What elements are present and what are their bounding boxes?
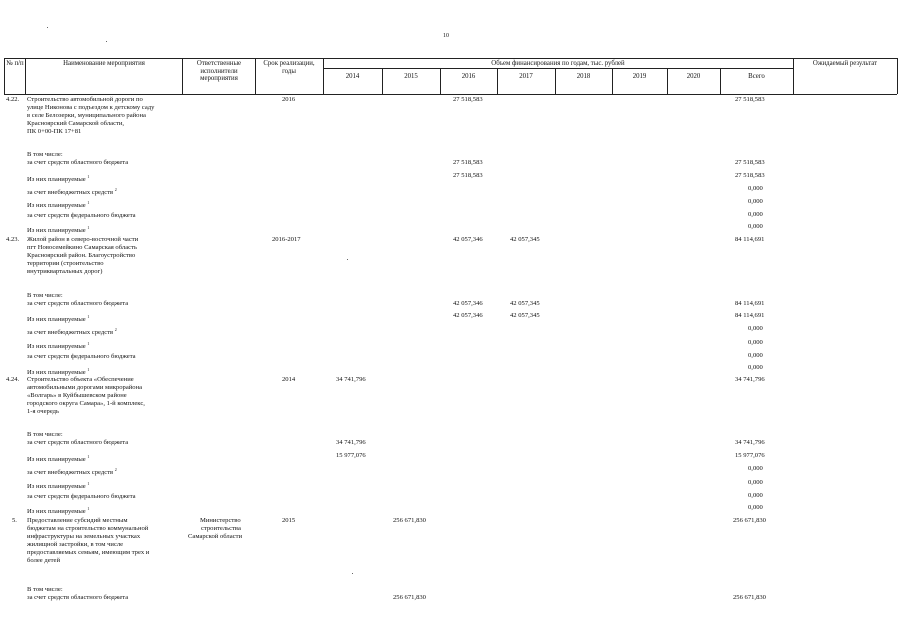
- row-name-line: предоставляемых семьям, имеющим трех и: [27, 549, 150, 556]
- sub-regional: за счет средств областного бюджета: [27, 159, 129, 166]
- year-divider: [440, 68, 441, 94]
- header-col-resp: Ответственные исполнители мероприятия: [196, 60, 242, 83]
- value-total: 256 671,830: [733, 517, 766, 524]
- scan-speck: [347, 259, 348, 260]
- year-divider: [720, 68, 721, 94]
- sub-planned: Из них планируемые $^1$: [27, 506, 90, 516]
- sub-heading: В том числе:: [27, 151, 63, 158]
- header-year-total: Всего: [748, 73, 765, 80]
- value-2014: 15 977,076: [336, 452, 366, 459]
- row-number: 4.23.: [6, 236, 20, 243]
- value-total: 27 518,583: [735, 172, 765, 179]
- value-total: 0,000: [748, 465, 763, 472]
- row-name-line: ПК 0+00-ПК 17+81: [27, 128, 82, 135]
- value-total: 0,000: [748, 185, 763, 192]
- row-name-line: в селе Белозерки, муниципального района: [27, 112, 146, 119]
- value-2016: 27 518,583: [453, 172, 483, 179]
- header-year: 2019: [632, 73, 647, 80]
- header-year: 2014: [345, 73, 360, 80]
- scan-speck: [47, 27, 48, 28]
- value-total: 84 114,691: [735, 300, 765, 307]
- row-name-line: Предоставление субсидий местным: [27, 517, 128, 524]
- year-divider: [612, 68, 613, 94]
- header-bottom-line: [4, 94, 897, 95]
- value-2016: 42 057,346: [453, 300, 483, 307]
- value-total: 0,000: [748, 352, 763, 359]
- value-total: 84 114,691: [735, 312, 765, 319]
- header-divider: [182, 58, 183, 94]
- row-responsible: Министерство: [200, 517, 241, 524]
- header-col-name: Наименование мероприятия: [63, 60, 145, 67]
- value-total: 0,000: [748, 364, 763, 371]
- header-divider: [4, 58, 5, 94]
- sub-planned: Из них планируемые $^1$: [27, 174, 90, 184]
- value-total: 0,000: [748, 325, 763, 332]
- value-2014: 34 741,796: [336, 376, 366, 383]
- sub-federal: за счет средств федерального бюджета: [27, 353, 136, 360]
- sub-planned: Из них планируемые $^1$: [27, 225, 90, 235]
- value-total: 27 518,583: [735, 159, 765, 166]
- header-year: 2015: [404, 73, 418, 80]
- header-col-term: Срок реализации, годы: [263, 60, 315, 75]
- sub-regional: за счет средств областного бюджета: [27, 300, 129, 307]
- sub-federal: за счет средств федерального бюджета: [27, 493, 136, 500]
- row-name-line: внутриквартальных дорог): [27, 268, 103, 275]
- sub-planned: Из них планируемые $^1$: [27, 367, 90, 377]
- sub-planned: Из них планируемые $^1$: [27, 481, 90, 491]
- header-col-result: Ожидаемый результат: [812, 60, 878, 67]
- sub-heading: В том числе:: [27, 431, 63, 438]
- row-term: 2016: [282, 96, 296, 103]
- value-2016: 27 518,583: [453, 159, 483, 166]
- row-name-line: пгт Новосемейкино Самарская область: [27, 244, 137, 251]
- row-name-line: 1-я очередь: [27, 408, 60, 415]
- scan-speck: [106, 41, 107, 42]
- header-year-line: [323, 68, 793, 69]
- header-divider: [255, 58, 256, 94]
- sub-regional: за счет средств областного бюджета: [27, 594, 129, 601]
- sub-extra: за счет внебюджетных средств $^2$: [27, 467, 117, 477]
- sub-planned: Из них планируемые $^1$: [27, 200, 90, 210]
- year-divider: [497, 68, 498, 94]
- sub-federal: за счет средств федерального бюджета: [27, 212, 136, 219]
- value-2014: 34 741,796: [336, 439, 366, 446]
- value-total: 0,000: [748, 492, 763, 499]
- row-name-line: Строительство автомобильной дороги по: [27, 96, 143, 103]
- value-2016: 42 057,346: [453, 236, 483, 243]
- row-name-line: улице Никонова с подъездом к детскому саду: [27, 104, 155, 111]
- row-name-line: Жилой район в северо-восточной части: [27, 236, 139, 243]
- row-name-line: инфраструктуры на земельных участках: [27, 533, 141, 540]
- page-number: 10: [443, 33, 449, 39]
- value-total: 0,000: [748, 223, 763, 230]
- row-name-line: бюджетам на строительство коммунальной: [27, 525, 149, 532]
- value-total: 84 114,691: [735, 236, 765, 243]
- row-name-line: жилищной застройки, в том числе: [27, 541, 124, 548]
- value-2017: 42 057,345: [510, 300, 540, 307]
- year-divider: [555, 68, 556, 94]
- value-total: 34 741,796: [735, 439, 765, 446]
- row-term: 2014: [282, 376, 296, 383]
- year-divider: [382, 68, 383, 94]
- sub-extra: за счет внебюджетных средств $^2$: [27, 187, 117, 197]
- sub-planned: Из них планируемые $^1$: [27, 454, 90, 464]
- header-top-line: [4, 58, 897, 59]
- header-year: 2016: [461, 73, 476, 80]
- row-number: 4.22.: [6, 96, 20, 103]
- row-number: 5.: [12, 517, 17, 524]
- value-2017: 42 057,345: [510, 236, 540, 243]
- scan-speck: [352, 573, 353, 574]
- value-total: 0,000: [748, 479, 763, 486]
- row-name-line: «Волгарь» в Куйбышевском районе: [27, 392, 127, 399]
- sub-extra: за счет внебюджетных средств $^2$: [27, 327, 117, 337]
- row-name-line: Красноярский Самарской области,: [27, 120, 125, 127]
- header-year: 2018: [576, 73, 591, 80]
- row-name-line: территории (строительство: [27, 260, 104, 267]
- value-total: 15 977,076: [735, 452, 765, 459]
- value-2016: 42 057,346: [453, 312, 483, 319]
- row-term: 2016-2017: [272, 236, 301, 243]
- value-total: 34 741,796: [735, 376, 765, 383]
- header-col-fin: Объем финансирования по годам, тыс. рублей: [491, 60, 625, 67]
- value-total: 0,000: [748, 211, 763, 218]
- value-total: 0,000: [748, 339, 763, 346]
- sub-heading: В том числе:: [27, 292, 63, 299]
- value-2015: 256 671,830: [393, 517, 426, 524]
- value-2017: 42 057,345: [510, 312, 540, 319]
- row-name-line: Строительство объекта «Обеспечение: [27, 376, 134, 383]
- row-name-line: Красноярский район. Благоустройство: [27, 252, 136, 259]
- row-number: 4.24.: [6, 376, 20, 383]
- sub-planned: Из них планируемые $^1$: [27, 314, 90, 324]
- sub-regional: за счет средств областного бюджета: [27, 439, 129, 446]
- header-year: 2020: [686, 73, 701, 80]
- value-total: 0,000: [748, 198, 763, 205]
- value-2015: 256 671,830: [393, 594, 426, 601]
- row-name-line: автомобильными дорогами микрорайона: [27, 384, 143, 391]
- sub-planned: Из них планируемые $^1$: [27, 341, 90, 351]
- year-divider: [667, 68, 668, 94]
- value-2016: 27 518,583: [453, 96, 483, 103]
- header-divider: [793, 58, 794, 94]
- header-divider: [897, 58, 898, 94]
- value-total: 256 671,830: [733, 594, 766, 601]
- header-divider: [25, 58, 26, 94]
- header-col-num: № п/п: [6, 60, 24, 67]
- row-term: 2015: [282, 517, 296, 524]
- sub-heading: В том числе:: [27, 586, 63, 593]
- row-responsible: строительства: [201, 525, 241, 532]
- row-name-line: более детей: [27, 557, 60, 564]
- row-responsible: Самарской области: [188, 533, 242, 540]
- row-name-line: городского округа Самара», 1-й комплекс,: [27, 400, 145, 407]
- header-year: 2017: [519, 73, 533, 80]
- value-total: 0,000: [748, 504, 763, 511]
- value-total: 27 518,583: [735, 96, 765, 103]
